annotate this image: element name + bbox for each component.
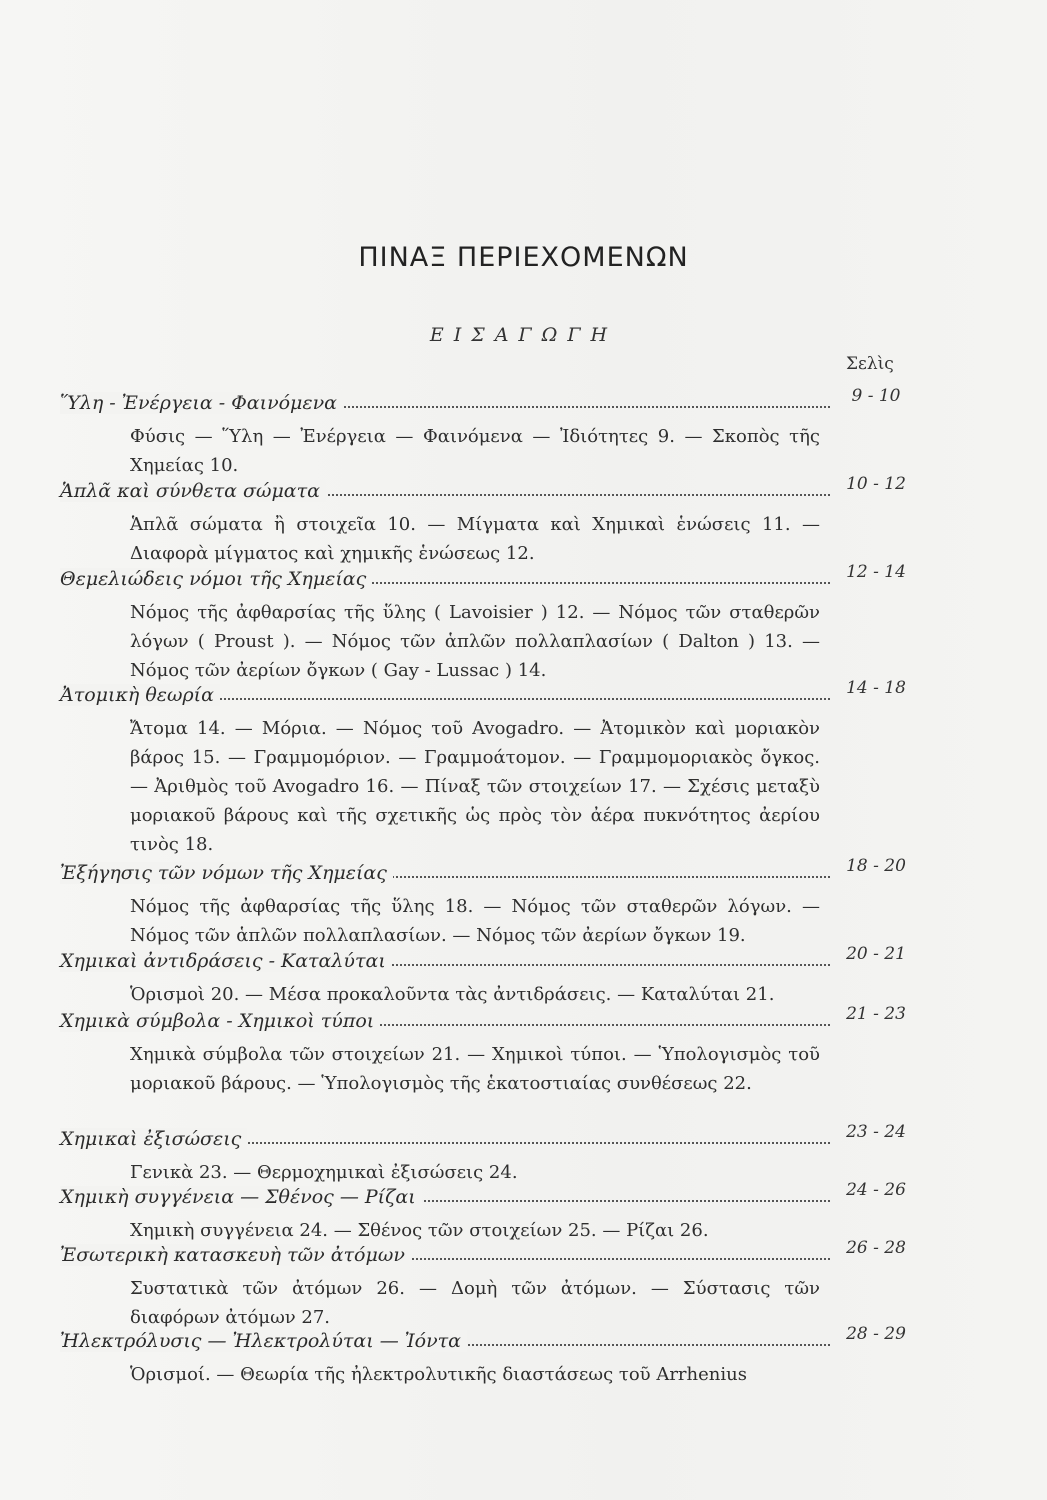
entry-title: Θεμελιώδεις νόμοι τῆς Χημείας xyxy=(60,568,372,590)
entry-description: Γενικὰ 23. — Θερμοχημικαὶ ἐξισώσεις 24. xyxy=(130,1162,518,1183)
toc-entry xyxy=(60,944,920,1005)
page-range: 20 - 21 xyxy=(846,944,906,964)
entry-title: Ἐξήγησις τῶν νόμων τῆς Χημείας xyxy=(60,862,393,884)
entry-title: Ἠλεκτρόλυσις — Ἠλεκτρολύται — Ἰόντα xyxy=(60,1330,467,1352)
page-range: 10 - 12 xyxy=(846,474,906,494)
toc-entry xyxy=(60,856,920,946)
page-range: 24 - 26 xyxy=(846,1180,906,1200)
entry-title: Ἐσωτερικὴ κατασκευὴ τῶν ἀτόμων xyxy=(60,1244,411,1266)
entry-description: Χημικὴ συγγένεια 24. — Σθένος τῶν στοιχείων 25. — Ρίζαι 26. xyxy=(130,1220,709,1241)
toc-entry xyxy=(60,678,920,855)
entry-description: Ὁρισμοὶ 20. — Μέσα προκαλοῦντα τὰς ἀντιδράσεις. — Καταλύται 21. xyxy=(130,984,775,1005)
page-range: 18 - 20 xyxy=(846,856,906,876)
toc-entry xyxy=(60,386,920,476)
entry-description: Νόμος τῆς ἀφθαρσίας τῆς ὕλης 18. — Νόμος τῶν σταθερῶν λόγων. — Νόμος τῶν ἁπλῶν πολλαπλασίων. — Νόμος τῶν ἀερίων ὄγκων 19. xyxy=(130,896,820,946)
entry-description: Ὁρισμοί. — Θεωρία τῆς ἠλεκτρολυτικῆς διαστάσεως τοῦ Arrhenius xyxy=(130,1364,747,1385)
pages-column-header: Σελὶς xyxy=(846,354,894,374)
toc-entry xyxy=(60,474,920,564)
entry-description: Ἄτομα 14. — Μόρια. — Νόμος τοῦ Avogadro. — Ἀτομικὸν καὶ μοριακὸν βάρος 15. — Γραμμομόριον. — Γραμμοάτομον. — Γραμμομοριακὸς ὄγκος. — Ἀριθμὸς τοῦ Avogadro 16. — Πίναξ τῶν στοιχείων 17. — Σχέσις μεταξὺ μοριακοῦ βάρους καὶ τῆς σχετικῆς ὡς πρὸς τὸν ἀέρα πυκνότητος ἀερίου τινὸς 18. xyxy=(130,718,820,855)
entry-description: Νόμος τῆς ἀφθαρσίας τῆς ὕλης ( Lavoisier ) 12. — Νόμος τῶν σταθερῶν λόγων ( Proust ). — Νόμος τῶν ἁπλῶν πολλαπλασίων ( Dalton ) 13. — Νόμος τῶν ἀερίων ὄγκων ( Gay - Lussac ) 14. xyxy=(130,602,820,681)
entry-title: Χημικὴ συγγένεια — Σθένος — Ρίζαι xyxy=(60,1186,422,1208)
entry-title: Ἁπλᾶ καὶ σύνθετα σώματα xyxy=(60,480,326,502)
page-range: 9 - 10 xyxy=(851,386,901,406)
entry-title: Ἀτομικὴ θεωρία xyxy=(60,684,220,706)
toc-entry xyxy=(60,562,920,681)
toc-entry xyxy=(60,1238,920,1328)
page-range: 12 - 14 xyxy=(846,562,906,582)
entry-description: Φύσις — Ὕλη — Ἐνέργεια — Φαινόμενα — Ἰδιότητες 9. — Σκοπὸς τῆς Χημείας 10. xyxy=(130,426,820,476)
toc-entry xyxy=(60,1004,920,1094)
page-range: 14 - 18 xyxy=(846,678,906,698)
entry-title: Χημικαὶ ἐξισώσεις xyxy=(60,1128,247,1150)
entry-description: Ἁπλᾶ σώματα ἢ στοιχεῖα 10. — Μίγματα καὶ Χημικαὶ ἑνώσεις 11. — Διαφορὰ μίγματος καὶ χημικῆς ἑνώσεως 12. xyxy=(130,514,820,564)
entry-description: Συστατικὰ τῶν ἀτόμων 26. — Δομὴ τῶν ἀτόμων. — Σύστασις τῶν διαφόρων ἀτόμων 27. xyxy=(130,1278,820,1328)
toc-entry xyxy=(60,1180,920,1241)
page-range: 23 - 24 xyxy=(846,1122,906,1142)
entry-title: Ὕλη - Ἐνέργεια - Φαινόμενα xyxy=(60,392,343,414)
entry-description: Χημικὰ σύμβολα τῶν στοιχείων 21. — Χημικοὶ τύποι. — Ὑπολογισμὸς τοῦ μοριακοῦ βάρους. — Ὑπολογισμὸς τῆς ἑκατοστιαίας συνθέσεως 22. xyxy=(130,1044,820,1094)
toc-entry xyxy=(60,1324,920,1385)
page-title: ΠΙΝΑΞ ΠΕΡΙΕΧΟΜΕΝΩΝ xyxy=(358,242,689,273)
page-range: 26 - 28 xyxy=(846,1238,906,1258)
page-range: 21 - 23 xyxy=(846,1004,906,1024)
entry-title: Χημικὰ σύμβολα - Χημικοὶ τύποι xyxy=(60,1010,380,1032)
section-subtitle: ΕΙΣΑΓΩΓΗ xyxy=(429,324,618,346)
entry-title: Χημικαὶ ἀντιδράσεις - Καταλύται xyxy=(60,950,392,972)
toc-entry xyxy=(60,1122,920,1183)
page-range: 28 - 29 xyxy=(846,1324,906,1344)
